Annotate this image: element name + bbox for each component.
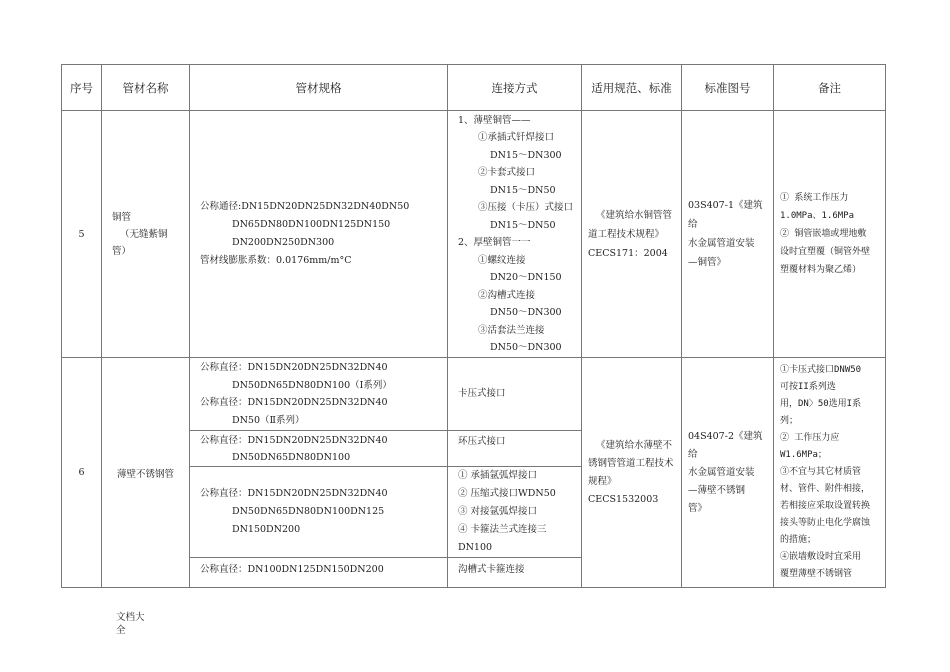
pipe-spec: 公称直径：DN15DN20DN25DN32DN40 DN50DN65DN80DN100（Ⅰ系列） 公称直径：DN15DN20DN25DN32DN40 DN50（Ⅱ系列） — [190, 358, 448, 431]
standard-drawing-no: 03S407-1《建筑给 水金属管道安装 —铜管》 — [682, 111, 774, 358]
connection-method: 沟槽式卡箍连接 — [448, 558, 582, 588]
connection-method: 1、薄壁铜管—— ①承插式钎焊接口 DN15～DN300 ②卡套式接口 DN15～DN50 ③压接（卡压）式接口 DN15～DN50 2、厚壁铜管一一 ①螺纹连接 DN20～DN150 ②沟槽式连接 DN50～DN300 ③活套法兰连接 DN50～DN300 — [448, 111, 582, 358]
remarks: ① 系统工作压力 1.0MPa、1.6MPa ② 铜管嵌墙或埋地敷 设时宜塑覆（铜管外壁 塑覆材料为聚乙烯） — [774, 111, 886, 358]
header-cell: 适用规范、标准 — [582, 65, 682, 111]
header-cell: 序号 — [62, 65, 102, 111]
connection-method: 环压式接口 — [448, 431, 582, 467]
row-number: 5 — [62, 111, 102, 358]
applicable-standard: 《建筑给水铜管管 道工程技术规程》 CECS171：2004 — [582, 111, 682, 358]
connection-method: 卡压式接口 — [448, 358, 582, 431]
header-cell: 备注 — [774, 65, 886, 111]
pipe-name: 薄壁不锈钢管 — [102, 358, 190, 588]
row-number: 6 — [62, 358, 102, 588]
standard-drawing-no: 04S407-2《建筑给 水金属管道安装 —薄壁不锈钢 管》 — [682, 358, 774, 588]
table-row — [62, 358, 886, 431]
header-cell: 管材名称 — [102, 65, 190, 111]
header-cell: 连接方式 — [448, 65, 582, 111]
pipe-name: 铜管 （无缝紫铜 管） — [102, 111, 190, 358]
header-row — [62, 65, 886, 111]
footer-text: 文档大 全 — [116, 612, 145, 636]
pipe-spec: 公称直径：DN100DN125DN150DN200 — [190, 558, 448, 588]
header-cell: 管材规格 — [190, 65, 448, 111]
connection-method: ① 承插氩弧焊接口 ② 压缩式接口WDN50 ③ 对接氩弧焊接口 ④ 卡箍法兰式连接三 DN100 — [448, 467, 582, 558]
pipe-spec: 公称直径：DN15DN20DN25DN32DN40 DN50DN65DN80DN100 — [190, 431, 448, 467]
remarks: ①卡压式接口DNW50 可按II系列选 用，DN〉50选用I系 列； ② 工作压力应 W1.6MPa； ③不宜与其它材质管 材、管件、附件相接， 若相接应采取设置转换 接头等防止电化学腐蚀 的措施； ④嵌墙敷设时宜采用 覆塑薄壁不锈钢管 — [774, 358, 886, 588]
table-row — [62, 111, 886, 358]
header-cell: 标准图号 — [682, 65, 774, 111]
pipe-spec: 公称通径:DN15DN20DN25DN32DN40DN50 DN65DN80DN100DN125DN150 DN200DN250DN300 管材线膨胀系数：0.0176mm/m°C — [190, 111, 448, 358]
pipe-spec: 公称直径：DN15DN20DN25DN32DN40 DN50DN65DN80DN100DN125 DN150DN200 — [190, 467, 448, 558]
applicable-standard: 《建筑给水薄壁不 锈钢管管道工程技术 规程》 CECS1532003 — [582, 358, 682, 588]
pipe-spec-table — [61, 64, 885, 579]
